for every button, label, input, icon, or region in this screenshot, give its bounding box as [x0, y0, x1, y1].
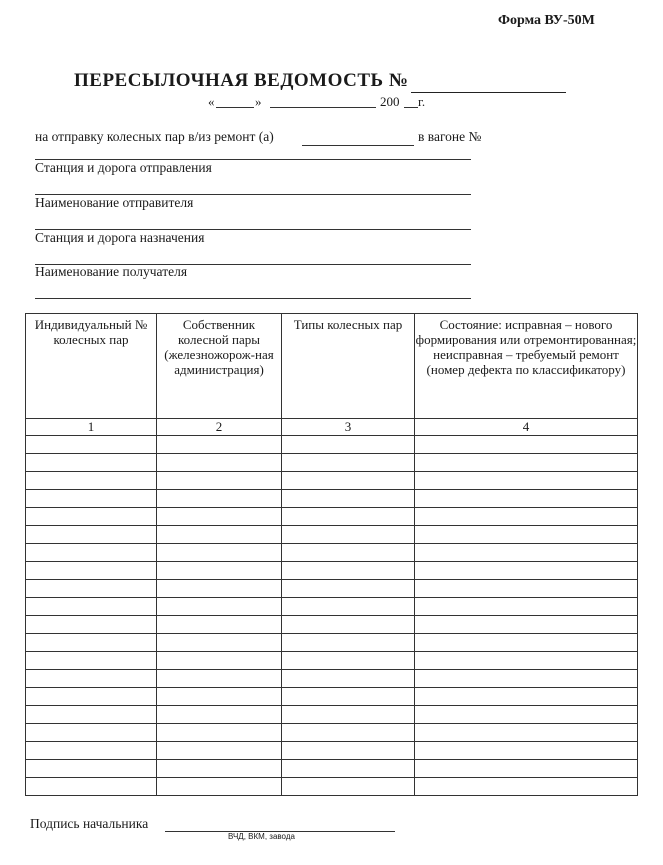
table-cell: [282, 742, 415, 760]
table-row: [26, 580, 638, 598]
table-cell: [415, 670, 638, 688]
table-cell: [157, 778, 282, 796]
table-cell: [282, 634, 415, 652]
title-number-line: [411, 92, 566, 93]
table-cell: [415, 760, 638, 778]
table-cell: [26, 778, 157, 796]
table-cell: [157, 436, 282, 454]
table-cell: [157, 526, 282, 544]
table-cell: [282, 580, 415, 598]
table-cell: [157, 544, 282, 562]
table-cell: [26, 706, 157, 724]
table-cell: [282, 778, 415, 796]
table-row: [26, 544, 638, 562]
column-header-type: Типы колесных пар: [282, 314, 415, 419]
date-year-line: [404, 107, 418, 108]
table-cell: [415, 742, 638, 760]
table-cell: [26, 598, 157, 616]
table-row: [26, 724, 638, 742]
table-cell: [415, 616, 638, 634]
table-cell: [415, 526, 638, 544]
destination-station-label: Станция и дорога назначения: [35, 230, 205, 245]
table-row: [26, 706, 638, 724]
table-cell: [157, 616, 282, 634]
signature-caption: ВЧД, ВКМ, завода: [228, 832, 295, 841]
column-header-wheelset-number: Индивидуальный № колесных пар: [26, 314, 157, 419]
dispatch-label: на отправку колесных пар в/из ремонт (а): [35, 129, 274, 144]
date-close-quote: »: [255, 94, 262, 109]
column-number: 1: [26, 419, 157, 436]
table-cell: [282, 724, 415, 742]
date-year-prefix: 200: [380, 94, 400, 109]
table-row: [26, 742, 638, 760]
table-row: [26, 490, 638, 508]
table-cell: [157, 652, 282, 670]
document-title: ПЕРЕСЫЛОЧНАЯ ВЕДОМОСТЬ №: [74, 70, 409, 91]
table-cell: [415, 778, 638, 796]
table-cell: [415, 688, 638, 706]
table-cell: [282, 598, 415, 616]
table-row: [26, 436, 638, 454]
table-cell: [282, 706, 415, 724]
table-cell: [157, 580, 282, 598]
date-month-line: [270, 107, 376, 108]
table-cell: [26, 580, 157, 598]
table-cell: [157, 760, 282, 778]
table-row: [26, 688, 638, 706]
table-cell: [26, 544, 157, 562]
table-cell: [26, 436, 157, 454]
table-cell: [157, 634, 282, 652]
date-open-quote: «: [208, 94, 215, 109]
table-cell: [26, 724, 157, 742]
table-cell: [415, 472, 638, 490]
table-cell: [282, 760, 415, 778]
table-cell: [415, 724, 638, 742]
table-row: [26, 562, 638, 580]
table-cell: [415, 580, 638, 598]
table-header-row: [26, 314, 638, 419]
table-row: [26, 652, 638, 670]
date-year-suffix: г.: [418, 94, 426, 109]
table-cell: [157, 454, 282, 472]
table-cell: [282, 616, 415, 634]
table-row: [26, 778, 638, 796]
table-row: [26, 454, 638, 472]
table-cell: [415, 706, 638, 724]
recipient-line: [35, 298, 471, 299]
table-cell: [157, 724, 282, 742]
table-cell: [26, 526, 157, 544]
form-code: Форма ВУ-50М: [498, 13, 595, 28]
table-cell: [26, 454, 157, 472]
dispatch-repair-line: [302, 145, 414, 146]
table-cell: [157, 508, 282, 526]
table-cell: [415, 652, 638, 670]
table-cell: [282, 508, 415, 526]
departure-station-label: Станция и дорога отправления: [35, 160, 212, 175]
table-cell: [415, 508, 638, 526]
table-cell: [26, 562, 157, 580]
wagon-label: в вагоне №: [418, 129, 482, 144]
table-cell: [282, 490, 415, 508]
table-cell: [415, 436, 638, 454]
table-row: [26, 616, 638, 634]
table-cell: [26, 652, 157, 670]
table-row: [26, 508, 638, 526]
table-cell: [157, 562, 282, 580]
table-cell: [26, 490, 157, 508]
signature-label: Подпись начальника: [30, 816, 149, 831]
table-row: [26, 472, 638, 490]
table-row: [26, 598, 638, 616]
table-cell: [282, 562, 415, 580]
table-cell: [157, 670, 282, 688]
table-cell: [282, 688, 415, 706]
table-row: [26, 670, 638, 688]
table-cell: [157, 598, 282, 616]
table-cell: [26, 742, 157, 760]
table-row: [26, 526, 638, 544]
table-cell: [282, 544, 415, 562]
date-day-line: [216, 107, 254, 108]
table-cell: [157, 490, 282, 508]
column-header-owner: Собственник колесной пары (железножорож-ная администрация): [157, 314, 282, 419]
table-cell: [26, 760, 157, 778]
table-cell: [282, 454, 415, 472]
table-cell: [26, 508, 157, 526]
table-cell: [26, 688, 157, 706]
table-cell: [415, 490, 638, 508]
table-row: [26, 634, 638, 652]
column-number: 2: [157, 419, 282, 436]
wheelset-table: [25, 313, 638, 796]
recipient-label: Наименование получателя: [35, 264, 188, 279]
table-cell: [157, 742, 282, 760]
table-cell: [415, 544, 638, 562]
table-cell: [282, 526, 415, 544]
table-number-row: [26, 419, 638, 436]
table-cell: [26, 616, 157, 634]
table-cell: [415, 598, 638, 616]
table-cell: [26, 634, 157, 652]
sender-label: Наименование отправителя: [35, 195, 194, 210]
table-cell: [26, 472, 157, 490]
table-row: [26, 760, 638, 778]
column-header-condition: Состояние: исправная – нового формирования или отремонтированная; неисправная – требуемый ремонт (номер дефекта по классификатору): [415, 314, 638, 419]
column-number: 4: [415, 419, 638, 436]
table-cell: [26, 670, 157, 688]
table-cell: [282, 472, 415, 490]
table-cell: [157, 472, 282, 490]
table-cell: [282, 670, 415, 688]
table-cell: [282, 436, 415, 454]
table-cell: [157, 706, 282, 724]
table-cell: [415, 562, 638, 580]
table-cell: [157, 688, 282, 706]
table-cell: [415, 634, 638, 652]
column-number: 3: [282, 419, 415, 436]
table-cell: [415, 454, 638, 472]
table-cell: [282, 652, 415, 670]
